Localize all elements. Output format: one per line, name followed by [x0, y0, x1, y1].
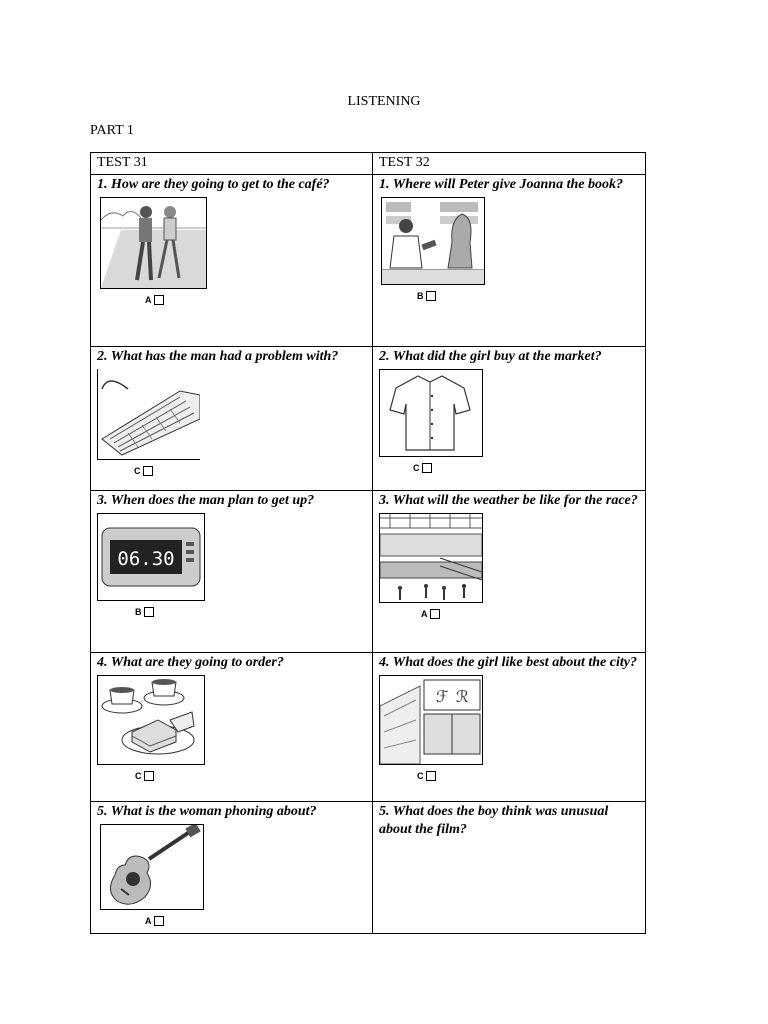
- answer-option: [421, 605, 639, 623]
- page-title: LISTENING: [347, 94, 421, 109]
- shop-front-picture: [379, 675, 483, 765]
- part-label: PART 1: [90, 123, 134, 138]
- answer-letter: A: [145, 295, 152, 305]
- question-cell: [91, 175, 373, 347]
- answer-option: [417, 767, 639, 785]
- answer-option: [135, 767, 366, 785]
- question-cell: [91, 802, 373, 934]
- answer-letter: C: [413, 463, 420, 473]
- column-header-test-32: TEST 32: [373, 153, 646, 175]
- shopping-mall-picture: [379, 513, 483, 603]
- couple-walking-picture: [100, 197, 207, 289]
- question-row: [91, 175, 646, 347]
- table-header-row: [91, 153, 646, 175]
- answer-checkbox[interactable]: [426, 291, 436, 301]
- question-text: 1. How are they going to get to the café?: [97, 177, 330, 192]
- question-text: 2. What has the man had a problem with?: [97, 349, 339, 364]
- question-cell: [91, 347, 373, 491]
- svg-text:ℛ: ℛ: [456, 687, 469, 706]
- answer-checkbox[interactable]: [430, 609, 440, 619]
- answer-checkbox[interactable]: [154, 295, 164, 305]
- question-cell: [373, 491, 646, 653]
- question-text: 3. When does the man plan to get up?: [97, 493, 315, 508]
- question-cell: [373, 175, 646, 347]
- answer-letter: A: [421, 609, 428, 619]
- answer-letter: B: [135, 607, 142, 617]
- question-row: [91, 347, 646, 491]
- svg-text:ℱ: ℱ: [436, 687, 449, 706]
- keyboard-picture: [97, 369, 200, 460]
- answer-letter: C: [417, 771, 424, 781]
- question-cell: [91, 653, 373, 802]
- question-text: 3. What will the weather be like for the race?: [379, 493, 638, 508]
- answer-letter: C: [135, 771, 142, 781]
- question-cell: [373, 347, 646, 491]
- shirt-picture: [379, 369, 483, 457]
- clock-display: 06.30: [117, 548, 175, 570]
- answer-checkbox[interactable]: [143, 466, 153, 476]
- question-text: 5. What is the woman phoning about?: [97, 804, 317, 819]
- coffee-and-cake-picture: [97, 675, 205, 765]
- question-text: 4. What does the girl like best about the city?: [379, 655, 637, 670]
- question-text: 4. What are they going to order?: [97, 655, 284, 670]
- column-header-test-31: TEST 31: [91, 153, 373, 175]
- answer-option: [145, 291, 366, 309]
- question-text: 2. What did the girl buy at the market?: [379, 349, 602, 364]
- answer-checkbox[interactable]: [144, 771, 154, 781]
- question-cell: [373, 802, 646, 934]
- test-table: [90, 152, 646, 934]
- guitar-picture: [100, 824, 204, 910]
- answer-letter: A: [145, 916, 152, 926]
- question-text: 1. Where will Peter give Joanna the book?: [379, 177, 623, 192]
- cafe-counter-picture: [381, 197, 485, 285]
- question-text: 5. What does the boy think was unusual about the film?: [379, 804, 609, 837]
- question-row: [91, 491, 646, 653]
- answer-checkbox[interactable]: [426, 771, 436, 781]
- answer-option: [135, 603, 366, 621]
- answer-option: [417, 287, 639, 305]
- answer-letter: C: [134, 466, 141, 476]
- alarm-clock-picture: [97, 513, 205, 601]
- answer-checkbox[interactable]: [422, 463, 432, 473]
- answer-checkbox[interactable]: [154, 916, 164, 926]
- answer-checkbox[interactable]: [144, 607, 154, 617]
- question-row: [91, 802, 646, 934]
- question-cell: [373, 653, 646, 802]
- answer-option: [134, 462, 366, 480]
- answer-option: [145, 912, 366, 930]
- answer-letter: B: [417, 291, 424, 301]
- answer-option: [413, 459, 639, 477]
- question-row: [91, 653, 646, 802]
- question-cell: [91, 491, 373, 653]
